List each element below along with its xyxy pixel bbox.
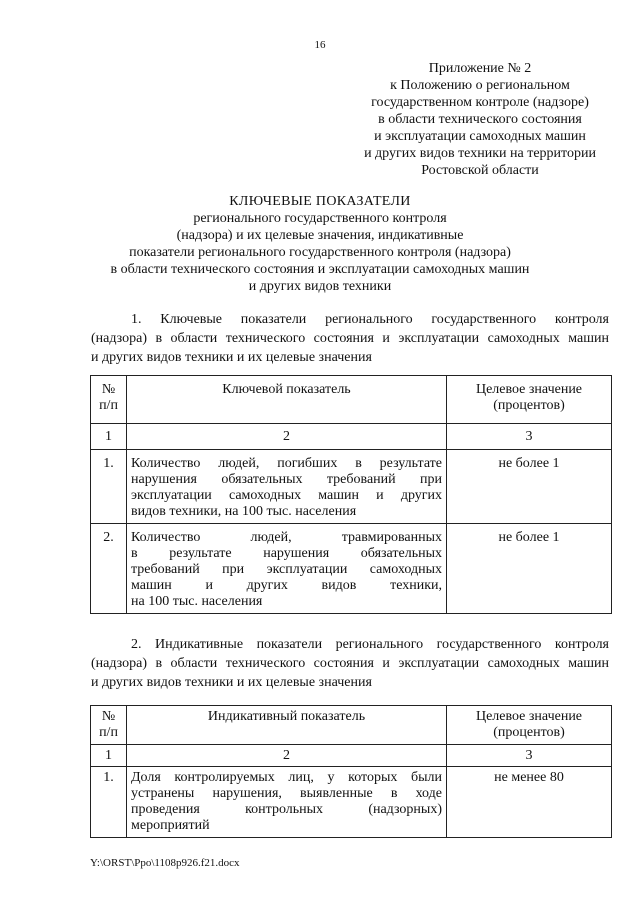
table-row — [91, 767, 612, 838]
subtitle-line: и других видов техники — [248, 279, 392, 294]
row-value: не менее 80 — [447, 767, 612, 838]
header-indicator-label: Ключевой показатель — [222, 382, 351, 397]
row-text-line: видов техники, на 100 тыс. населения — [131, 504, 357, 519]
row-text-line: Доля контролируемых лиц, у которых были — [131, 770, 442, 785]
key-indicators-table — [90, 375, 612, 614]
table-row — [91, 450, 612, 524]
header-value-label: Целевое значение (процентов) — [475, 709, 583, 740]
table-header-row — [91, 376, 612, 424]
row-num: 2. — [91, 524, 127, 614]
row-indicator — [127, 450, 447, 524]
section-2-line: (надзора) в области технического состояния и эксплуатации самоходных машин — [91, 656, 609, 671]
subtitle-line: в области технического состояния и эксплуатации самоходных машин — [110, 262, 530, 277]
table-row — [91, 524, 612, 614]
row-text-line: в результате нарушения обязательных — [131, 546, 442, 561]
header-num — [91, 376, 127, 424]
header-indicator — [127, 706, 447, 745]
section-1-heading — [91, 311, 609, 368]
row-text-line: мероприятий — [131, 818, 210, 833]
header-num — [91, 706, 127, 745]
row-value: не более 1 — [447, 524, 612, 614]
row-text-line: проведения контрольных (надзорных) — [131, 802, 442, 817]
table-index-row — [91, 745, 612, 767]
subtitle-line: регионального государственного контроля — [193, 211, 447, 226]
appendix-line: Ростовской области — [421, 163, 539, 178]
row-text-line: требований при эксплуатации самоходных — [131, 562, 442, 577]
table-index-row — [91, 424, 612, 450]
header-value — [447, 376, 612, 424]
index-cell: 1 — [91, 745, 127, 767]
section-1-line: 1. Ключевые показатели регионального государственного контроля — [131, 312, 609, 327]
header-num-label: № п/п — [99, 709, 118, 740]
header-value — [447, 706, 612, 745]
file-path-footer: Y:\ORST\Ppo\1108p926.f21.docx — [90, 857, 240, 869]
appendix-line: к Положению о региональном — [390, 78, 570, 93]
section-2-heading — [91, 636, 609, 693]
appendix-line: Приложение № 2 — [428, 61, 532, 76]
main-title: КЛЮЧЕВЫЕ ПОКАЗАТЕЛИ — [229, 194, 411, 209]
row-indicator — [127, 767, 447, 838]
section-1-line: и других видов техники и их целевые значения — [91, 350, 372, 365]
row-indicator — [127, 524, 447, 614]
row-text-line: Количество людей, травмированных — [131, 530, 442, 545]
document-title — [60, 193, 580, 295]
row-text-line: нарушения обязательных требований при — [131, 472, 442, 487]
subtitle-line: (надзора) и их целевые значения, индикативные — [176, 228, 464, 243]
header-indicator-label: Индикативный показатель — [207, 709, 366, 724]
table-header-row — [91, 706, 612, 745]
header-indicator — [127, 376, 447, 424]
row-value: не более 1 — [447, 450, 612, 524]
header-value-label: Целевое значение (процентов) — [475, 382, 583, 413]
index-cell: 2 — [127, 745, 447, 767]
row-text-line: на 100 тыс. населения — [131, 594, 263, 609]
row-text-line: Количество людей, погибших в результате — [131, 456, 442, 471]
appendix-line: государственном контроле (надзоре) — [371, 95, 589, 110]
indicative-indicators-table — [90, 705, 612, 838]
index-cell: 3 — [447, 424, 612, 450]
index-cell: 3 — [447, 745, 612, 767]
header-num-label: № п/п — [99, 382, 118, 413]
row-num: 1. — [91, 450, 127, 524]
row-num: 1. — [91, 767, 127, 838]
section-2-line: 2. Индикативные показатели регионального государственного контроля — [131, 637, 609, 652]
row-text-line: машин и других видов техники, — [131, 578, 442, 593]
section-2-line: и других видов техники и их целевые значения — [91, 675, 372, 690]
subtitle-line: показатели регионального государственного контроля (надзора) — [129, 245, 511, 260]
appendix-line: и эксплуатации самоходных машин — [374, 129, 586, 144]
appendix-line: и других видов техники на территории — [364, 146, 596, 161]
index-cell: 2 — [127, 424, 447, 450]
appendix-line: в области технического состояния — [378, 112, 582, 127]
row-text-line: устранены нарушения, выявленные в ходе — [131, 786, 442, 801]
index-cell: 1 — [91, 424, 127, 450]
row-text-line: эксплуатации самоходных машин и других — [131, 488, 442, 503]
appendix-header — [340, 60, 620, 179]
page-number: 16 — [314, 39, 326, 51]
section-1-line: (надзора) в области технического состояния и эксплуатации самоходных машин — [91, 331, 609, 346]
